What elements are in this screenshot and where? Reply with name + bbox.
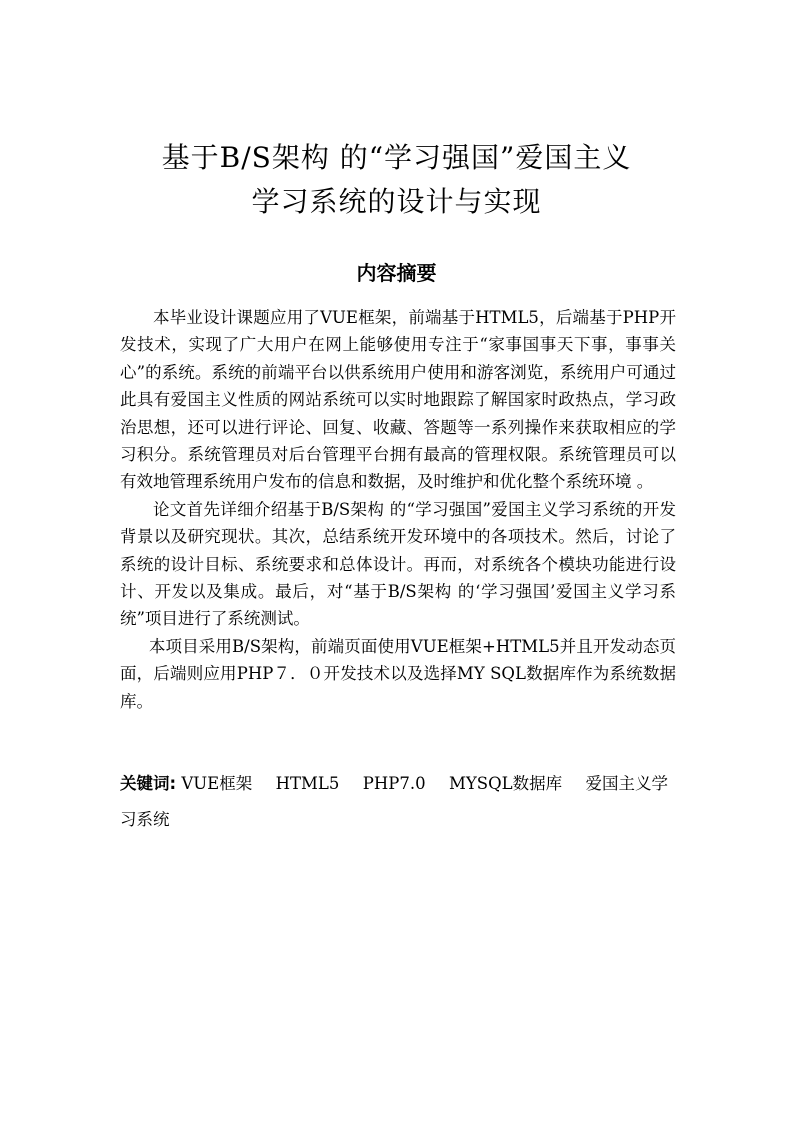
abstract-paragraph-2: 论文首先详细介绍基于B/S架构 的“学习强国”爱国主义学习系统的开发背景以及研究现状。其次，总结系统开发环境中的各项技术。然后，讨论了系统的设计目标、系统要求和总体设计。再而，对系统各个模块功能进行设计、开发以及集成。最后，对“基于B/S架构 的‘学习强国’爱国主义学习系统”项目进行了系统测试。 <box>120 499 676 629</box>
abstract-paragraph-3: 本项目采用B/S架构，前端页面使用VUE框架+HTML5并且开发动态页面，后端则应用PHP７．０开发技术以及选择MY SQL数据库作为系统数据库。 <box>120 636 676 711</box>
abstract-paragraph-1: 本毕业设计课题应用了VUE框架，前端基于HTML5，后端基于PHP开发技术，实现了广大用户在网上能够使用专注于“家事国事天下事，事事关心”的系统。系统的前端平台以供系统用户使用和游客浏览，系统用户可通过此具有爱国主义性质的网站系统可以实时地跟踪了解国家时政热点，学习政治思想，还可以进行评论、回复、收藏、答题等一系列操作来获取相应的学习积分。系统管理员对后台管理平台拥有最高的管理权限。系统管理员可以有效地管理系统用户发布的信息和数据，及时维护和优化整个系统环境 。 <box>120 308 676 492</box>
keyword-item: PHP7.0 <box>362 774 426 793</box>
abstract-heading: 内容摘要 <box>356 261 437 285</box>
keywords-label: 关键词: <box>120 774 177 793</box>
document-title <box>100 136 693 224</box>
keyword-item: MYSQL数据库 <box>449 774 563 793</box>
keyword-item: VUE框架 <box>181 774 253 793</box>
title-line-1: 基于B/S架构 的“学习强国”爱国主义 <box>161 141 632 174</box>
keyword-item: HTML5 <box>275 774 340 793</box>
keyword-item: 爱国主义学习系统 <box>120 774 668 829</box>
abstract-body <box>120 304 676 715</box>
keywords-block <box>120 766 676 838</box>
title-line-2: 学习系统的设计与实现 <box>251 185 542 218</box>
